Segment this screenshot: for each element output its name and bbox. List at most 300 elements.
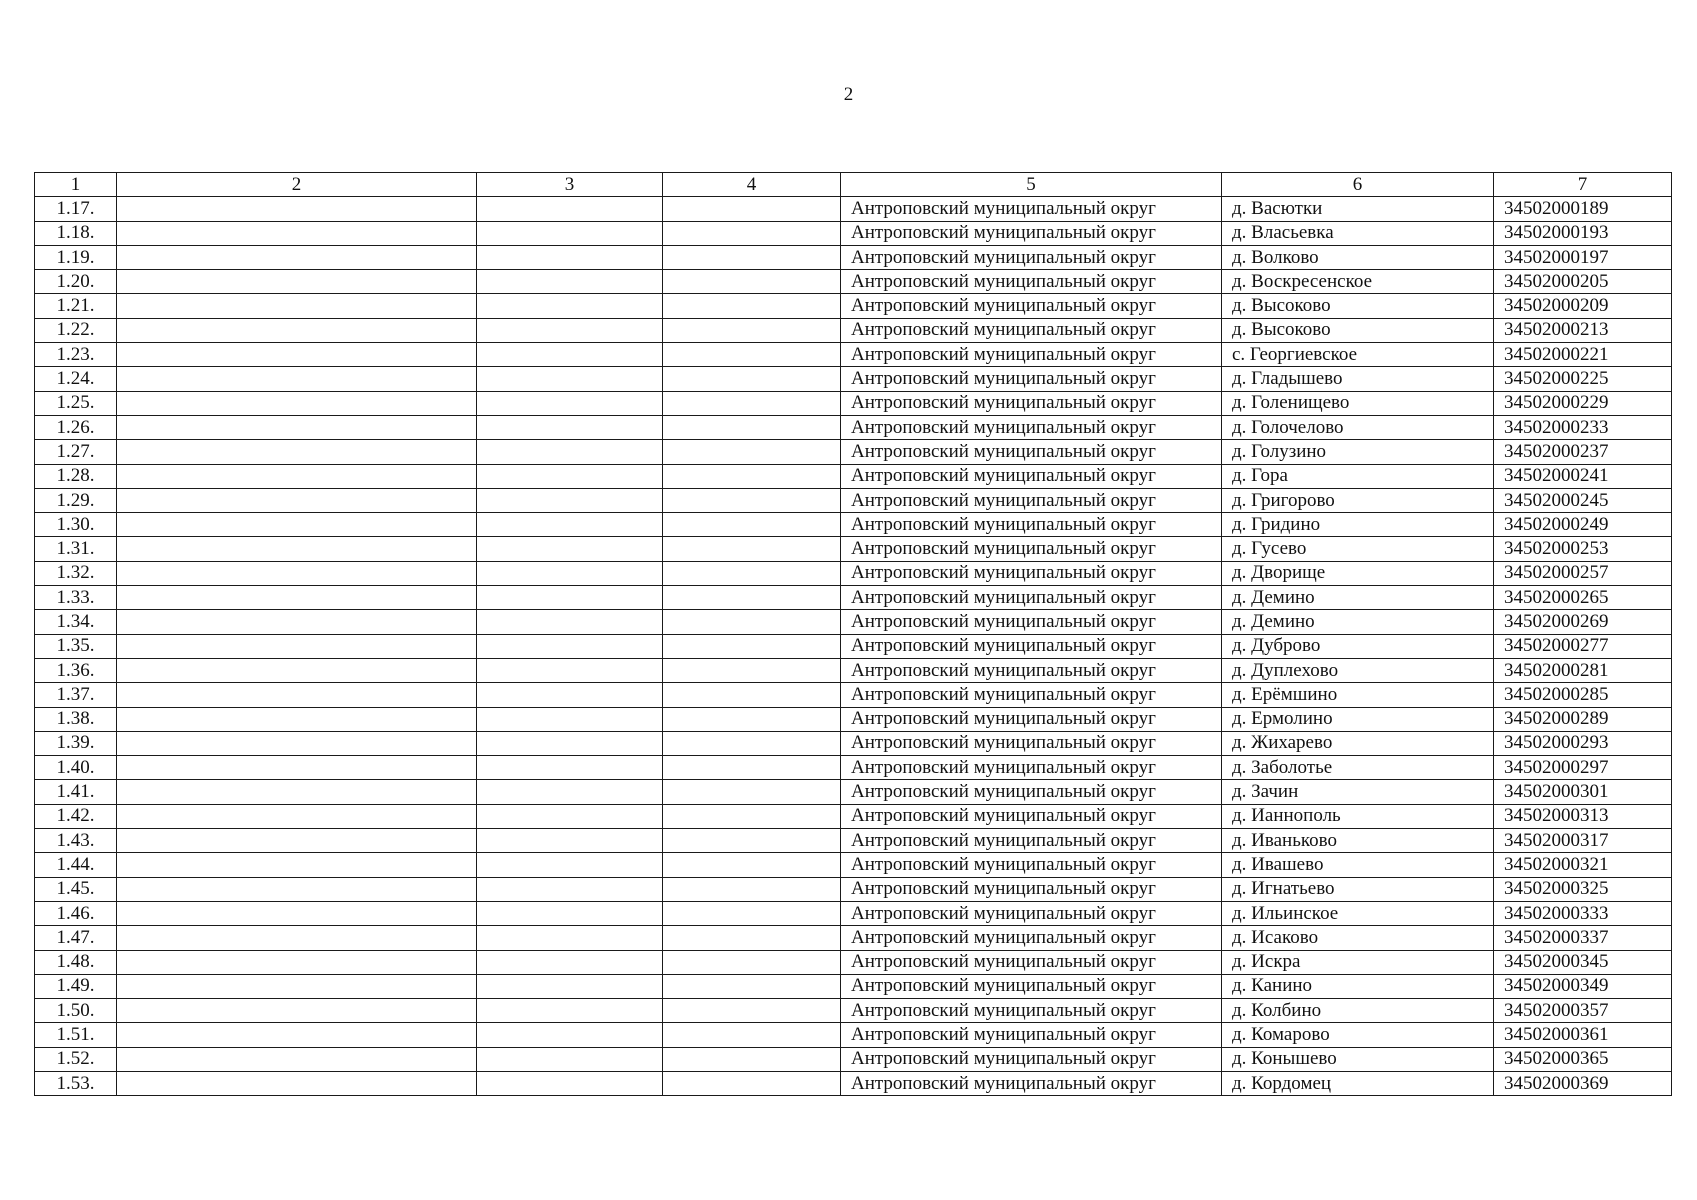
cell-settlement: д. Высоково xyxy=(1222,294,1494,318)
cell-district: Антроповский муниципальный округ xyxy=(841,901,1222,925)
cell-settlement: д. Гридино xyxy=(1222,513,1494,537)
cell-col-2 xyxy=(117,440,477,464)
cell-col-4 xyxy=(663,440,841,464)
cell-district: Антроповский муниципальный округ xyxy=(841,731,1222,755)
cell-col-2 xyxy=(117,1047,477,1071)
cell-settlement: д. Голузино xyxy=(1222,440,1494,464)
cell-settlement: д. Ерёмшино xyxy=(1222,683,1494,707)
header-col-2: 2 xyxy=(117,173,477,197)
row-number: 1.30. xyxy=(35,513,117,537)
cell-code: 34502000293 xyxy=(1494,731,1672,755)
table-row xyxy=(35,707,1672,731)
header-col-4: 4 xyxy=(663,173,841,197)
row-number: 1.47. xyxy=(35,926,117,950)
header-col-7: 7 xyxy=(1494,173,1672,197)
cell-district: Антроповский муниципальный округ xyxy=(841,367,1222,391)
cell-col-2 xyxy=(117,586,477,610)
cell-col-3 xyxy=(477,804,663,828)
cell-settlement: д. Гора xyxy=(1222,464,1494,488)
cell-col-4 xyxy=(663,245,841,269)
cell-col-3 xyxy=(477,1023,663,1047)
header-col-5: 5 xyxy=(841,173,1222,197)
cell-col-3 xyxy=(477,270,663,294)
cell-district: Антроповский муниципальный округ xyxy=(841,950,1222,974)
cell-col-3 xyxy=(477,829,663,853)
cell-code: 34502000249 xyxy=(1494,513,1672,537)
cell-col-3 xyxy=(477,343,663,367)
cell-settlement: д. Дуброво xyxy=(1222,634,1494,658)
table-row xyxy=(35,829,1672,853)
cell-col-4 xyxy=(663,294,841,318)
table-row xyxy=(35,853,1672,877)
cell-col-3 xyxy=(477,561,663,585)
cell-code: 34502000205 xyxy=(1494,270,1672,294)
table-row xyxy=(35,901,1672,925)
cell-col-4 xyxy=(663,950,841,974)
cell-col-4 xyxy=(663,901,841,925)
cell-col-3 xyxy=(477,707,663,731)
cell-settlement: д. Искра xyxy=(1222,950,1494,974)
cell-code: 34502000297 xyxy=(1494,756,1672,780)
cell-settlement: д. Голочелово xyxy=(1222,415,1494,439)
cell-col-3 xyxy=(477,950,663,974)
cell-code: 34502000357 xyxy=(1494,999,1672,1023)
cell-code: 34502000245 xyxy=(1494,488,1672,512)
row-number: 1.26. xyxy=(35,415,117,439)
table-row xyxy=(35,634,1672,658)
cell-col-2 xyxy=(117,488,477,512)
row-number: 1.25. xyxy=(35,391,117,415)
cell-col-3 xyxy=(477,877,663,901)
cell-code: 34502000365 xyxy=(1494,1047,1672,1071)
cell-district: Антроповский муниципальный округ xyxy=(841,464,1222,488)
cell-col-3 xyxy=(477,731,663,755)
table-row xyxy=(35,294,1672,318)
cell-code: 34502000241 xyxy=(1494,464,1672,488)
cell-col-3 xyxy=(477,1047,663,1071)
cell-col-4 xyxy=(663,488,841,512)
cell-col-4 xyxy=(663,999,841,1023)
cell-col-3 xyxy=(477,610,663,634)
cell-col-4 xyxy=(663,586,841,610)
row-number: 1.28. xyxy=(35,464,117,488)
cell-col-4 xyxy=(663,877,841,901)
table-row xyxy=(35,658,1672,682)
cell-col-2 xyxy=(117,731,477,755)
table-row xyxy=(35,974,1672,998)
cell-district: Антроповский муниципальный округ xyxy=(841,537,1222,561)
cell-col-2 xyxy=(117,610,477,634)
cell-settlement: д. Канино xyxy=(1222,974,1494,998)
cell-settlement: с. Георгиевское xyxy=(1222,343,1494,367)
table-row xyxy=(35,1023,1672,1047)
cell-code: 34502000213 xyxy=(1494,318,1672,342)
row-number: 1.48. xyxy=(35,950,117,974)
cell-code: 34502000221 xyxy=(1494,343,1672,367)
cell-col-3 xyxy=(477,999,663,1023)
cell-settlement: д. Ианнополь xyxy=(1222,804,1494,828)
cell-settlement: д. Ермолино xyxy=(1222,707,1494,731)
cell-col-4 xyxy=(663,853,841,877)
cell-col-4 xyxy=(663,197,841,221)
row-number: 1.42. xyxy=(35,804,117,828)
cell-col-3 xyxy=(477,415,663,439)
row-number: 1.34. xyxy=(35,610,117,634)
cell-district: Антроповский муниципальный округ xyxy=(841,221,1222,245)
cell-settlement: д. Жихарево xyxy=(1222,731,1494,755)
cell-settlement: д. Высоково xyxy=(1222,318,1494,342)
cell-col-3 xyxy=(477,683,663,707)
cell-col-3 xyxy=(477,901,663,925)
row-number: 1.21. xyxy=(35,294,117,318)
header-col-1: 1 xyxy=(35,173,117,197)
cell-district: Антроповский муниципальный округ xyxy=(841,197,1222,221)
cell-code: 34502000265 xyxy=(1494,586,1672,610)
cell-district: Антроповский муниципальный округ xyxy=(841,999,1222,1023)
cell-col-4 xyxy=(663,731,841,755)
cell-code: 34502000281 xyxy=(1494,658,1672,682)
settlements-table xyxy=(34,172,1672,1096)
cell-col-3 xyxy=(477,318,663,342)
cell-col-2 xyxy=(117,343,477,367)
cell-code: 34502000333 xyxy=(1494,901,1672,925)
cell-col-4 xyxy=(663,318,841,342)
row-number: 1.39. xyxy=(35,731,117,755)
cell-code: 34502000277 xyxy=(1494,634,1672,658)
cell-settlement: д. Дворище xyxy=(1222,561,1494,585)
cell-col-4 xyxy=(663,780,841,804)
row-number: 1.22. xyxy=(35,318,117,342)
cell-settlement: д. Исаково xyxy=(1222,926,1494,950)
row-number: 1.35. xyxy=(35,634,117,658)
cell-col-4 xyxy=(663,221,841,245)
table-row xyxy=(35,415,1672,439)
row-number: 1.29. xyxy=(35,488,117,512)
cell-settlement: д. Комарово xyxy=(1222,1023,1494,1047)
cell-district: Антроповский муниципальный округ xyxy=(841,270,1222,294)
table-row xyxy=(35,877,1672,901)
table-row xyxy=(35,245,1672,269)
cell-district: Антроповский муниципальный округ xyxy=(841,610,1222,634)
table-row xyxy=(35,804,1672,828)
cell-district: Антроповский муниципальный округ xyxy=(841,513,1222,537)
cell-code: 34502000301 xyxy=(1494,780,1672,804)
cell-col-2 xyxy=(117,999,477,1023)
row-number: 1.23. xyxy=(35,343,117,367)
cell-col-2 xyxy=(117,464,477,488)
cell-col-2 xyxy=(117,707,477,731)
cell-col-2 xyxy=(117,415,477,439)
row-number: 1.45. xyxy=(35,877,117,901)
row-number: 1.53. xyxy=(35,1071,117,1095)
cell-settlement: д. Голенищево xyxy=(1222,391,1494,415)
cell-settlement: д. Гусево xyxy=(1222,537,1494,561)
cell-district: Антроповский муниципальный округ xyxy=(841,756,1222,780)
cell-col-4 xyxy=(663,707,841,731)
header-row xyxy=(35,173,1672,197)
cell-district: Антроповский муниципальный округ xyxy=(841,488,1222,512)
cell-code: 34502000253 xyxy=(1494,537,1672,561)
settlements-table-container xyxy=(34,172,1671,1096)
cell-col-4 xyxy=(663,343,841,367)
cell-col-2 xyxy=(117,974,477,998)
cell-settlement: д. Воскресенское xyxy=(1222,270,1494,294)
cell-col-2 xyxy=(117,756,477,780)
cell-col-3 xyxy=(477,1071,663,1095)
cell-district: Антроповский муниципальный округ xyxy=(841,294,1222,318)
cell-col-2 xyxy=(117,950,477,974)
cell-col-4 xyxy=(663,658,841,682)
cell-col-2 xyxy=(117,926,477,950)
cell-district: Антроповский муниципальный округ xyxy=(841,318,1222,342)
cell-col-2 xyxy=(117,634,477,658)
cell-district: Антроповский муниципальный округ xyxy=(841,586,1222,610)
cell-col-4 xyxy=(663,634,841,658)
cell-code: 34502000349 xyxy=(1494,974,1672,998)
table-row xyxy=(35,586,1672,610)
cell-settlement: д. Демино xyxy=(1222,610,1494,634)
cell-district: Антроповский муниципальный округ xyxy=(841,1023,1222,1047)
table-row xyxy=(35,197,1672,221)
cell-district: Антроповский муниципальный округ xyxy=(841,804,1222,828)
cell-col-4 xyxy=(663,926,841,950)
cell-district: Антроповский муниципальный округ xyxy=(841,877,1222,901)
cell-code: 34502000337 xyxy=(1494,926,1672,950)
cell-col-3 xyxy=(477,367,663,391)
row-number: 1.33. xyxy=(35,586,117,610)
cell-col-4 xyxy=(663,464,841,488)
cell-col-3 xyxy=(477,974,663,998)
cell-settlement: д. Демино xyxy=(1222,586,1494,610)
cell-code: 34502000369 xyxy=(1494,1071,1672,1095)
cell-district: Антроповский муниципальный округ xyxy=(841,926,1222,950)
cell-col-2 xyxy=(117,221,477,245)
table-row xyxy=(35,756,1672,780)
table-row xyxy=(35,513,1672,537)
cell-settlement: д. Иваньково xyxy=(1222,829,1494,853)
cell-settlement: д. Волково xyxy=(1222,245,1494,269)
cell-code: 34502000233 xyxy=(1494,415,1672,439)
cell-col-3 xyxy=(477,537,663,561)
cell-col-3 xyxy=(477,658,663,682)
row-number: 1.44. xyxy=(35,853,117,877)
cell-code: 34502000313 xyxy=(1494,804,1672,828)
cell-col-3 xyxy=(477,294,663,318)
cell-settlement: д. Кордомец xyxy=(1222,1071,1494,1095)
cell-settlement: д. Власьевка xyxy=(1222,221,1494,245)
table-row xyxy=(35,926,1672,950)
cell-col-2 xyxy=(117,513,477,537)
cell-code: 34502000193 xyxy=(1494,221,1672,245)
cell-code: 34502000361 xyxy=(1494,1023,1672,1047)
cell-code: 34502000229 xyxy=(1494,391,1672,415)
cell-district: Антроповский муниципальный округ xyxy=(841,683,1222,707)
cell-col-4 xyxy=(663,270,841,294)
table-row xyxy=(35,488,1672,512)
row-number: 1.38. xyxy=(35,707,117,731)
cell-col-2 xyxy=(117,683,477,707)
cell-col-4 xyxy=(663,1023,841,1047)
cell-col-3 xyxy=(477,464,663,488)
cell-col-2 xyxy=(117,197,477,221)
table-row xyxy=(35,464,1672,488)
cell-col-3 xyxy=(477,197,663,221)
cell-district: Антроповский муниципальный округ xyxy=(841,440,1222,464)
cell-district: Антроповский муниципальный округ xyxy=(841,561,1222,585)
row-number: 1.19. xyxy=(35,245,117,269)
cell-col-2 xyxy=(117,658,477,682)
cell-col-3 xyxy=(477,634,663,658)
cell-col-2 xyxy=(117,294,477,318)
table-row xyxy=(35,270,1672,294)
row-number: 1.52. xyxy=(35,1047,117,1071)
cell-code: 34502000257 xyxy=(1494,561,1672,585)
cell-col-2 xyxy=(117,367,477,391)
row-number: 1.20. xyxy=(35,270,117,294)
table-row xyxy=(35,731,1672,755)
cell-col-4 xyxy=(663,415,841,439)
cell-district: Антроповский муниципальный округ xyxy=(841,658,1222,682)
cell-col-3 xyxy=(477,488,663,512)
cell-col-2 xyxy=(117,877,477,901)
cell-col-2 xyxy=(117,391,477,415)
table-row xyxy=(35,537,1672,561)
row-number: 1.24. xyxy=(35,367,117,391)
row-number: 1.17. xyxy=(35,197,117,221)
cell-col-3 xyxy=(477,853,663,877)
cell-code: 34502000285 xyxy=(1494,683,1672,707)
cell-col-4 xyxy=(663,367,841,391)
row-number: 1.49. xyxy=(35,974,117,998)
row-number: 1.46. xyxy=(35,901,117,925)
row-number: 1.36. xyxy=(35,658,117,682)
cell-col-2 xyxy=(117,537,477,561)
cell-settlement: д. Заболотье xyxy=(1222,756,1494,780)
cell-code: 34502000269 xyxy=(1494,610,1672,634)
cell-col-3 xyxy=(477,756,663,780)
cell-col-3 xyxy=(477,513,663,537)
cell-code: 34502000209 xyxy=(1494,294,1672,318)
cell-code: 34502000289 xyxy=(1494,707,1672,731)
cell-col-2 xyxy=(117,780,477,804)
cell-col-3 xyxy=(477,926,663,950)
cell-settlement: д. Конышево xyxy=(1222,1047,1494,1071)
cell-col-2 xyxy=(117,245,477,269)
cell-code: 34502000321 xyxy=(1494,853,1672,877)
cell-col-2 xyxy=(117,561,477,585)
table-row xyxy=(35,318,1672,342)
cell-district: Антроповский муниципальный округ xyxy=(841,853,1222,877)
row-number: 1.27. xyxy=(35,440,117,464)
cell-col-2 xyxy=(117,829,477,853)
table-body xyxy=(35,197,1672,1096)
table-row xyxy=(35,391,1672,415)
cell-col-2 xyxy=(117,1023,477,1047)
cell-district: Антроповский муниципальный округ xyxy=(841,1047,1222,1071)
row-number: 1.32. xyxy=(35,561,117,585)
cell-col-4 xyxy=(663,1071,841,1095)
cell-col-3 xyxy=(477,245,663,269)
row-number: 1.50. xyxy=(35,999,117,1023)
cell-col-4 xyxy=(663,513,841,537)
row-number: 1.40. xyxy=(35,756,117,780)
cell-col-4 xyxy=(663,756,841,780)
cell-district: Антроповский муниципальный округ xyxy=(841,415,1222,439)
row-number: 1.43. xyxy=(35,829,117,853)
cell-code: 34502000197 xyxy=(1494,245,1672,269)
cell-col-4 xyxy=(663,804,841,828)
cell-settlement: д. Колбино xyxy=(1222,999,1494,1023)
table-row xyxy=(35,1047,1672,1071)
row-number: 1.41. xyxy=(35,780,117,804)
cell-settlement: д. Григорово xyxy=(1222,488,1494,512)
cell-col-4 xyxy=(663,610,841,634)
row-number: 1.31. xyxy=(35,537,117,561)
cell-col-2 xyxy=(117,270,477,294)
page-number: 2 xyxy=(843,84,854,105)
cell-code: 34502000345 xyxy=(1494,950,1672,974)
row-number: 1.51. xyxy=(35,1023,117,1047)
cell-district: Антроповский муниципальный округ xyxy=(841,780,1222,804)
table-row xyxy=(35,343,1672,367)
cell-district: Антроповский муниципальный округ xyxy=(841,1071,1222,1095)
cell-settlement: д. Зачин xyxy=(1222,780,1494,804)
cell-settlement: д. Васютки xyxy=(1222,197,1494,221)
header-col-3: 3 xyxy=(477,173,663,197)
cell-district: Антроповский муниципальный округ xyxy=(841,634,1222,658)
cell-col-3 xyxy=(477,391,663,415)
table-row xyxy=(35,780,1672,804)
cell-settlement: д. Игнатьево xyxy=(1222,877,1494,901)
table-row xyxy=(35,610,1672,634)
cell-district: Антроповский муниципальный округ xyxy=(841,343,1222,367)
cell-settlement: д. Ивашево xyxy=(1222,853,1494,877)
cell-col-3 xyxy=(477,440,663,464)
cell-col-4 xyxy=(663,974,841,998)
cell-col-2 xyxy=(117,901,477,925)
cell-col-2 xyxy=(117,853,477,877)
cell-col-4 xyxy=(663,537,841,561)
table-row xyxy=(35,221,1672,245)
cell-code: 34502000189 xyxy=(1494,197,1672,221)
cell-col-2 xyxy=(117,804,477,828)
cell-col-4 xyxy=(663,829,841,853)
cell-col-3 xyxy=(477,780,663,804)
cell-col-2 xyxy=(117,1071,477,1095)
cell-col-4 xyxy=(663,683,841,707)
cell-code: 34502000325 xyxy=(1494,877,1672,901)
table-row xyxy=(35,683,1672,707)
cell-district: Антроповский муниципальный округ xyxy=(841,974,1222,998)
table-row xyxy=(35,440,1672,464)
cell-settlement: д. Дуплехово xyxy=(1222,658,1494,682)
cell-col-3 xyxy=(477,221,663,245)
table-row xyxy=(35,950,1672,974)
cell-settlement: д. Гладышево xyxy=(1222,367,1494,391)
table-row xyxy=(35,367,1672,391)
cell-col-3 xyxy=(477,586,663,610)
table-header xyxy=(35,173,1672,197)
cell-code: 34502000225 xyxy=(1494,367,1672,391)
cell-code: 34502000237 xyxy=(1494,440,1672,464)
table-row xyxy=(35,1071,1672,1095)
table-row xyxy=(35,999,1672,1023)
cell-col-4 xyxy=(663,561,841,585)
cell-col-4 xyxy=(663,1047,841,1071)
cell-district: Антроповский муниципальный округ xyxy=(841,391,1222,415)
cell-district: Антроповский муниципальный округ xyxy=(841,829,1222,853)
row-number: 1.18. xyxy=(35,221,117,245)
